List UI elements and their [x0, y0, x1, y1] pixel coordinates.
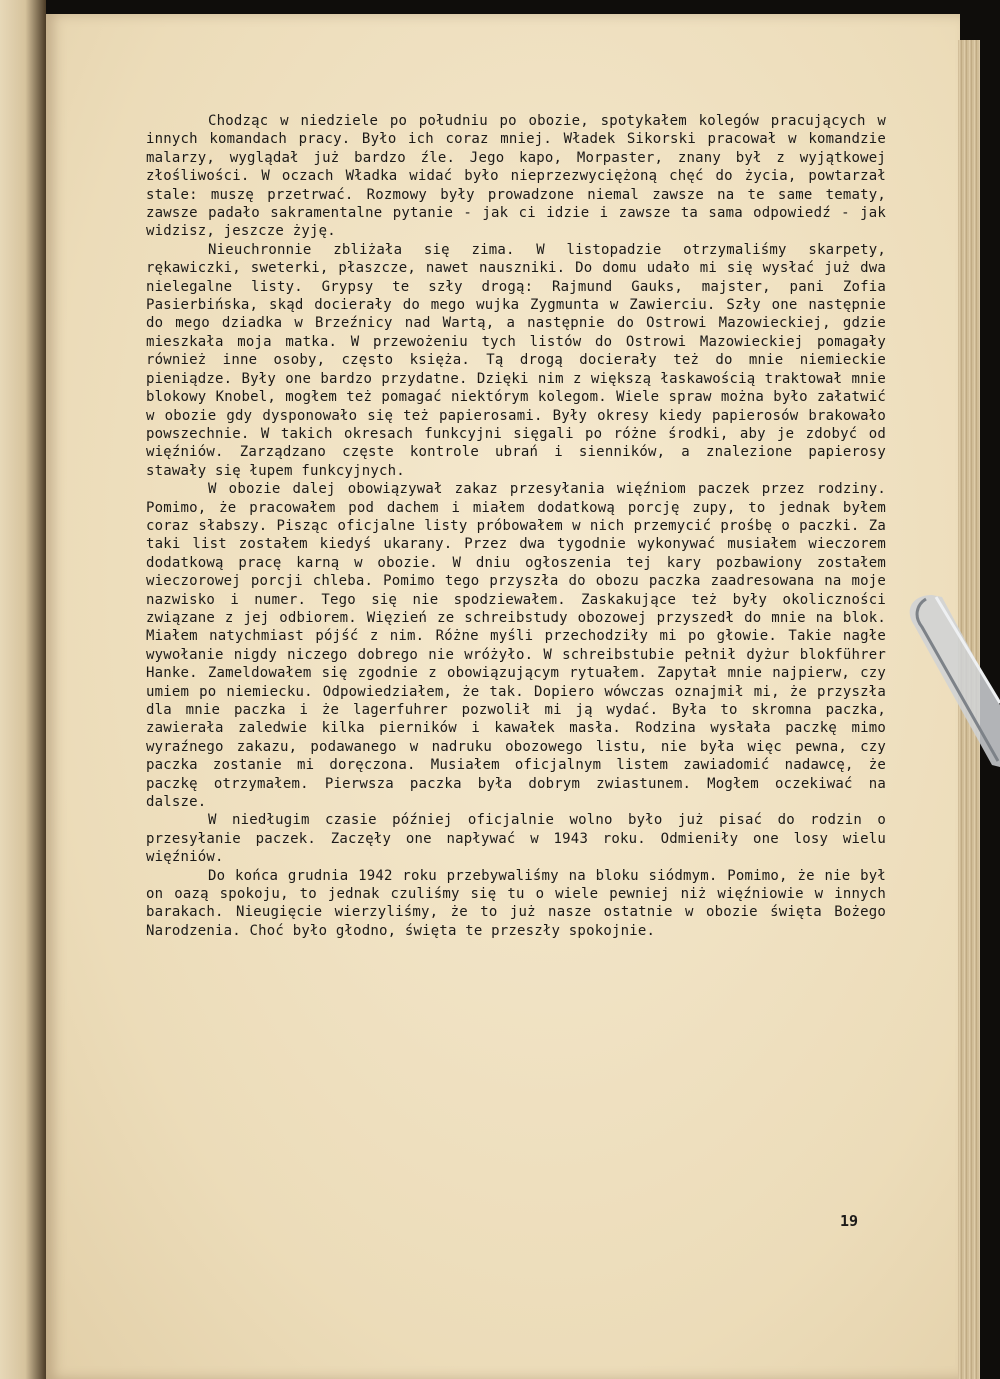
page-clip-icon: [902, 585, 1000, 775]
paragraph-3: W obozie dalej obowiązywał zakaz przesyłania więźniom paczek przez rodziny. Pomimo, że pracowałem pod dachem i miałem dodatkową porcję zupy, to jednak byłem coraz słabszy. Pisząc oficjalne listy próbowałem w nich przemycić prośbę o paczki. Za taki list zostałem kiedyś ukarany. Przez dwa tygodnie wykonywać musiałem wieczorem dodatkową pracę karną w obozie. W dniu ogłoszenia tej kary pozbawiony zostałem wieczorowej porcji chleba. Pomimo tego przyszła do obozu paczka zaadresowana na moje nazwisko i numer. Tego się nie spodziewałem. Zaskakujące też były okoliczności związane z jej odbiorem. Więzień ze schreibstudy obozowej przyszedł do mnie na blok. Miałem natychmiast pójść z nim. Różne myśli przechodziły mi po głowie. Takie nagłe wywołanie nigdy niczego dobrego nie wróżyło. W schreibstubie pełnił dyżur blokführer Hanke. Zameldowałem się zgodnie z obowiązującym rytuałem. Zapytał mnie najpierw, czy umiem po niemiecku. Odpowiedziałem, że tak. Dopiero wówczas oznajmił mi, że przyszła dla mnie paczka i że lagerfuhrer pozwolił mi ją wydać. Była to skromna paczka, zawierała zaledwie kilka pierników i kawałek masła. Rodzina wysłała paczkę mimo wyraźnego zakazu, podawanego w nadruku obozowego listu, nie była więc pewna, czy paczka zostanie mi doręczona. Musiałem oficjalnym listem zawiadomić nadawcę, że paczkę otrzymałem. Pierwsza paczka była dobrym zwiastunem. Mogłem oczekiwać na dalsze.: [146, 481, 886, 811]
paragraph-1: Chodząc w niedziele po południu po obozie, spotykałem kolegów pracujących w innych komandach pracy. Było ich coraz mniej. Władek Sikorski pracował w komandzie malarzy, wyglądał już bardzo źle. Jego kapo, Morpaster, znany był z wyjątkowej złośliwości. W oczach Władka widać było nieprzezwyciężoną chęć do życia, powtarzał stale: muszę przetrwać. Rozmowy były prowadzone niemal zawsze na te same tematy, zawsze padało sakramentalne pytanie - jak ci idzie i zawsze ta sama odpowiedź - jak widzisz, jeszcze żyję.: [146, 113, 886, 240]
body-text: [146, 112, 886, 940]
page-number: 19: [840, 1212, 859, 1230]
paragraph-4: W niedługim czasie później oficjalnie wolno było już pisać do rodzin o przesyłanie paczek. Zaczęły one napływać w 1943 roku. Odmieniły one losy wielu więźniów.: [146, 812, 886, 866]
paragraph-5: Do końca grudnia 1942 roku przebywaliśmy na bloku siódmym. Pomimo, że nie był on oazą spokoju, to jednak czuliśmy się tu o wiele pewniej niż więźniowie w innych barakach. Nieugięcie wierzyliśmy, że to już nasze ostatnie w obozie święta Bożego Narodzenia. Choć było głodno, święta te przeszły spokojnie.: [146, 867, 886, 939]
book-spine: [0, 0, 46, 1379]
paragraph-2: Nieuchronnie zbliżała się zima. W listopadzie otrzymaliśmy skarpety, rękawiczki, sweterki, płaszcze, nawet nauszniki. Do domu udało mi się wysłać już dwa nielegalne listy. Grypsy te szły drogą: Rajmund Gauks, majster, pani Zofia Pasierbińska, skąd docierały do mego wujka Zygmunta w Zawierciu. Szły one następnie do mego dziadka w Brzeźnicy nad Wartą, a następnie do Ostrowi Mazowieckiej, gdzie mieszkała moja matka. W przewożeniu tych listów do Ostrowi Mazowieckiej pomagały również inne osoby, często księża. Tą drogą docierały też do mnie niemieckie pieniądze. Były one bardzo przydatne. Dzięki nim z większą łaskawością traktował mnie blokowy Knobel, mogłem też pomagać niektórym kolegom. Wiele spraw można było załatwić w obozie gdy dysponowało się też papierosami. Były okresy kiedy papierosów brakowało powszechnie. W takich okresach funkcyjni sięgali po różne środki, aby je zdobyć od więźniów. Zarządzano częste kontrole ubrań i sienników, a znalezione papierosy stawały się łupem funkcyjnych.: [146, 241, 886, 479]
